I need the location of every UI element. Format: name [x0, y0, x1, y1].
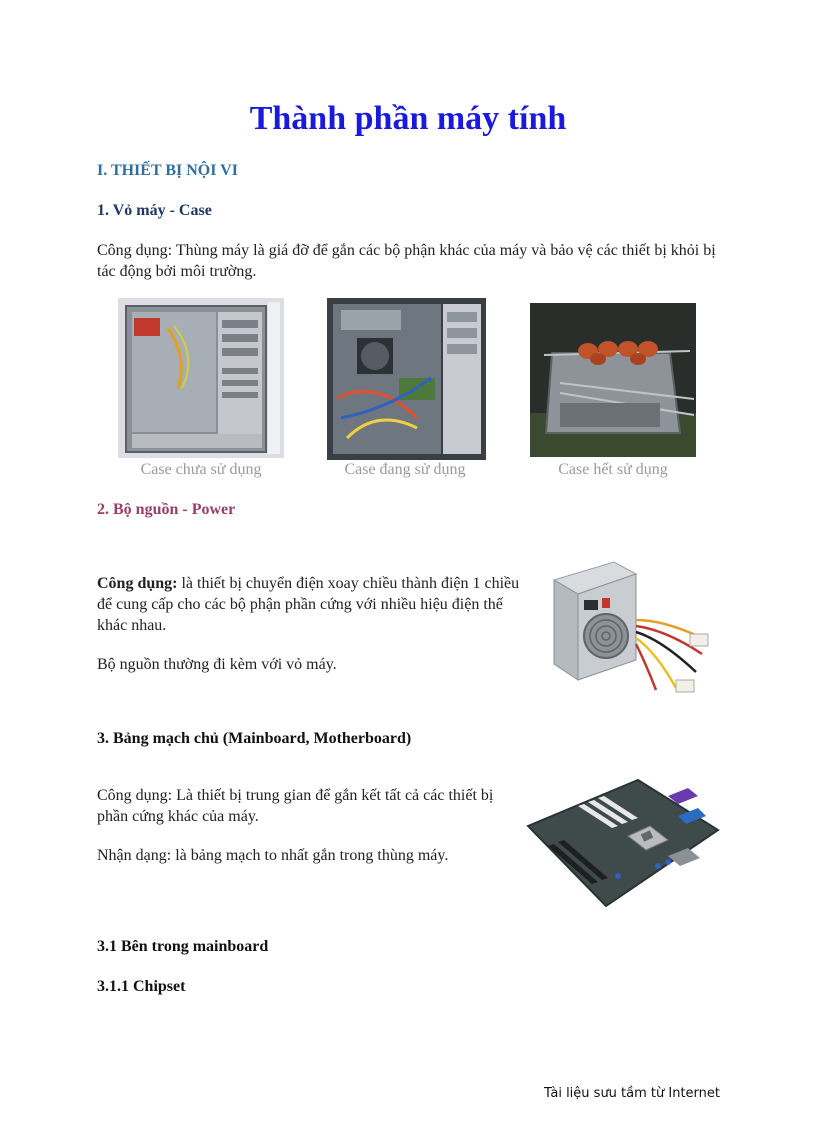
caption-case-empty: Case chưa sử dụng [140, 461, 262, 478]
power-description-text: là thiết bị chuyển điện xoay chiều thành điện 1 chiều để cung cấp cho các bộ phận phần cứng với nhiều hiệu điện thế khác nhau. [97, 575, 520, 634]
inside-mainboard-heading: 3.1 Bên trong mainboard [97, 938, 269, 955]
caption-case-end-of-life: Case hết sử dụng [558, 461, 668, 478]
mainboard-description: Công dụng: Là thiết bị trung gian để gắn kết tất cả các thiết bị phần cứng khác của máy. [97, 787, 494, 825]
case-end-of-life-image [530, 303, 696, 457]
section-heading-internal-devices: I. THIẾT BỊ NỘI VI [97, 162, 238, 179]
mainboard-identify: Nhận dạng: là bảng mạch to nhất gắn trong thùng máy. [97, 847, 449, 864]
page-title: Thành phần máy tính [249, 100, 567, 137]
power-description [97, 573, 522, 636]
case-in-use-image [327, 298, 486, 460]
caption-case-in-use: Case đang sử dụng [344, 461, 466, 478]
motherboard-image [518, 766, 722, 918]
power-heading: 2. Bộ nguồn - Power [97, 501, 236, 518]
chipset-heading: 3.1.1 Chipset [97, 978, 186, 995]
footer-source-note: Tài liệu sưu tầm từ Internet [543, 1086, 720, 1101]
case-heading: 1. Vỏ máy - Case [97, 202, 212, 219]
mainboard-heading: 3. Bảng mạch chủ (Mainboard, Motherboard) [97, 730, 412, 747]
case-description: Công dụng: Thùng máy là giá đỡ để gắn các bộ phận khác của máy và bảo vệ các thiết bị khỏi bị tác động bởi môi trường. [97, 242, 716, 280]
power-note: Bộ nguồn thường đi kèm với vỏ máy. [97, 656, 337, 673]
case-empty-image [118, 298, 284, 458]
power-label: Công dụng: [97, 575, 178, 592]
power-supply-image [540, 540, 716, 706]
